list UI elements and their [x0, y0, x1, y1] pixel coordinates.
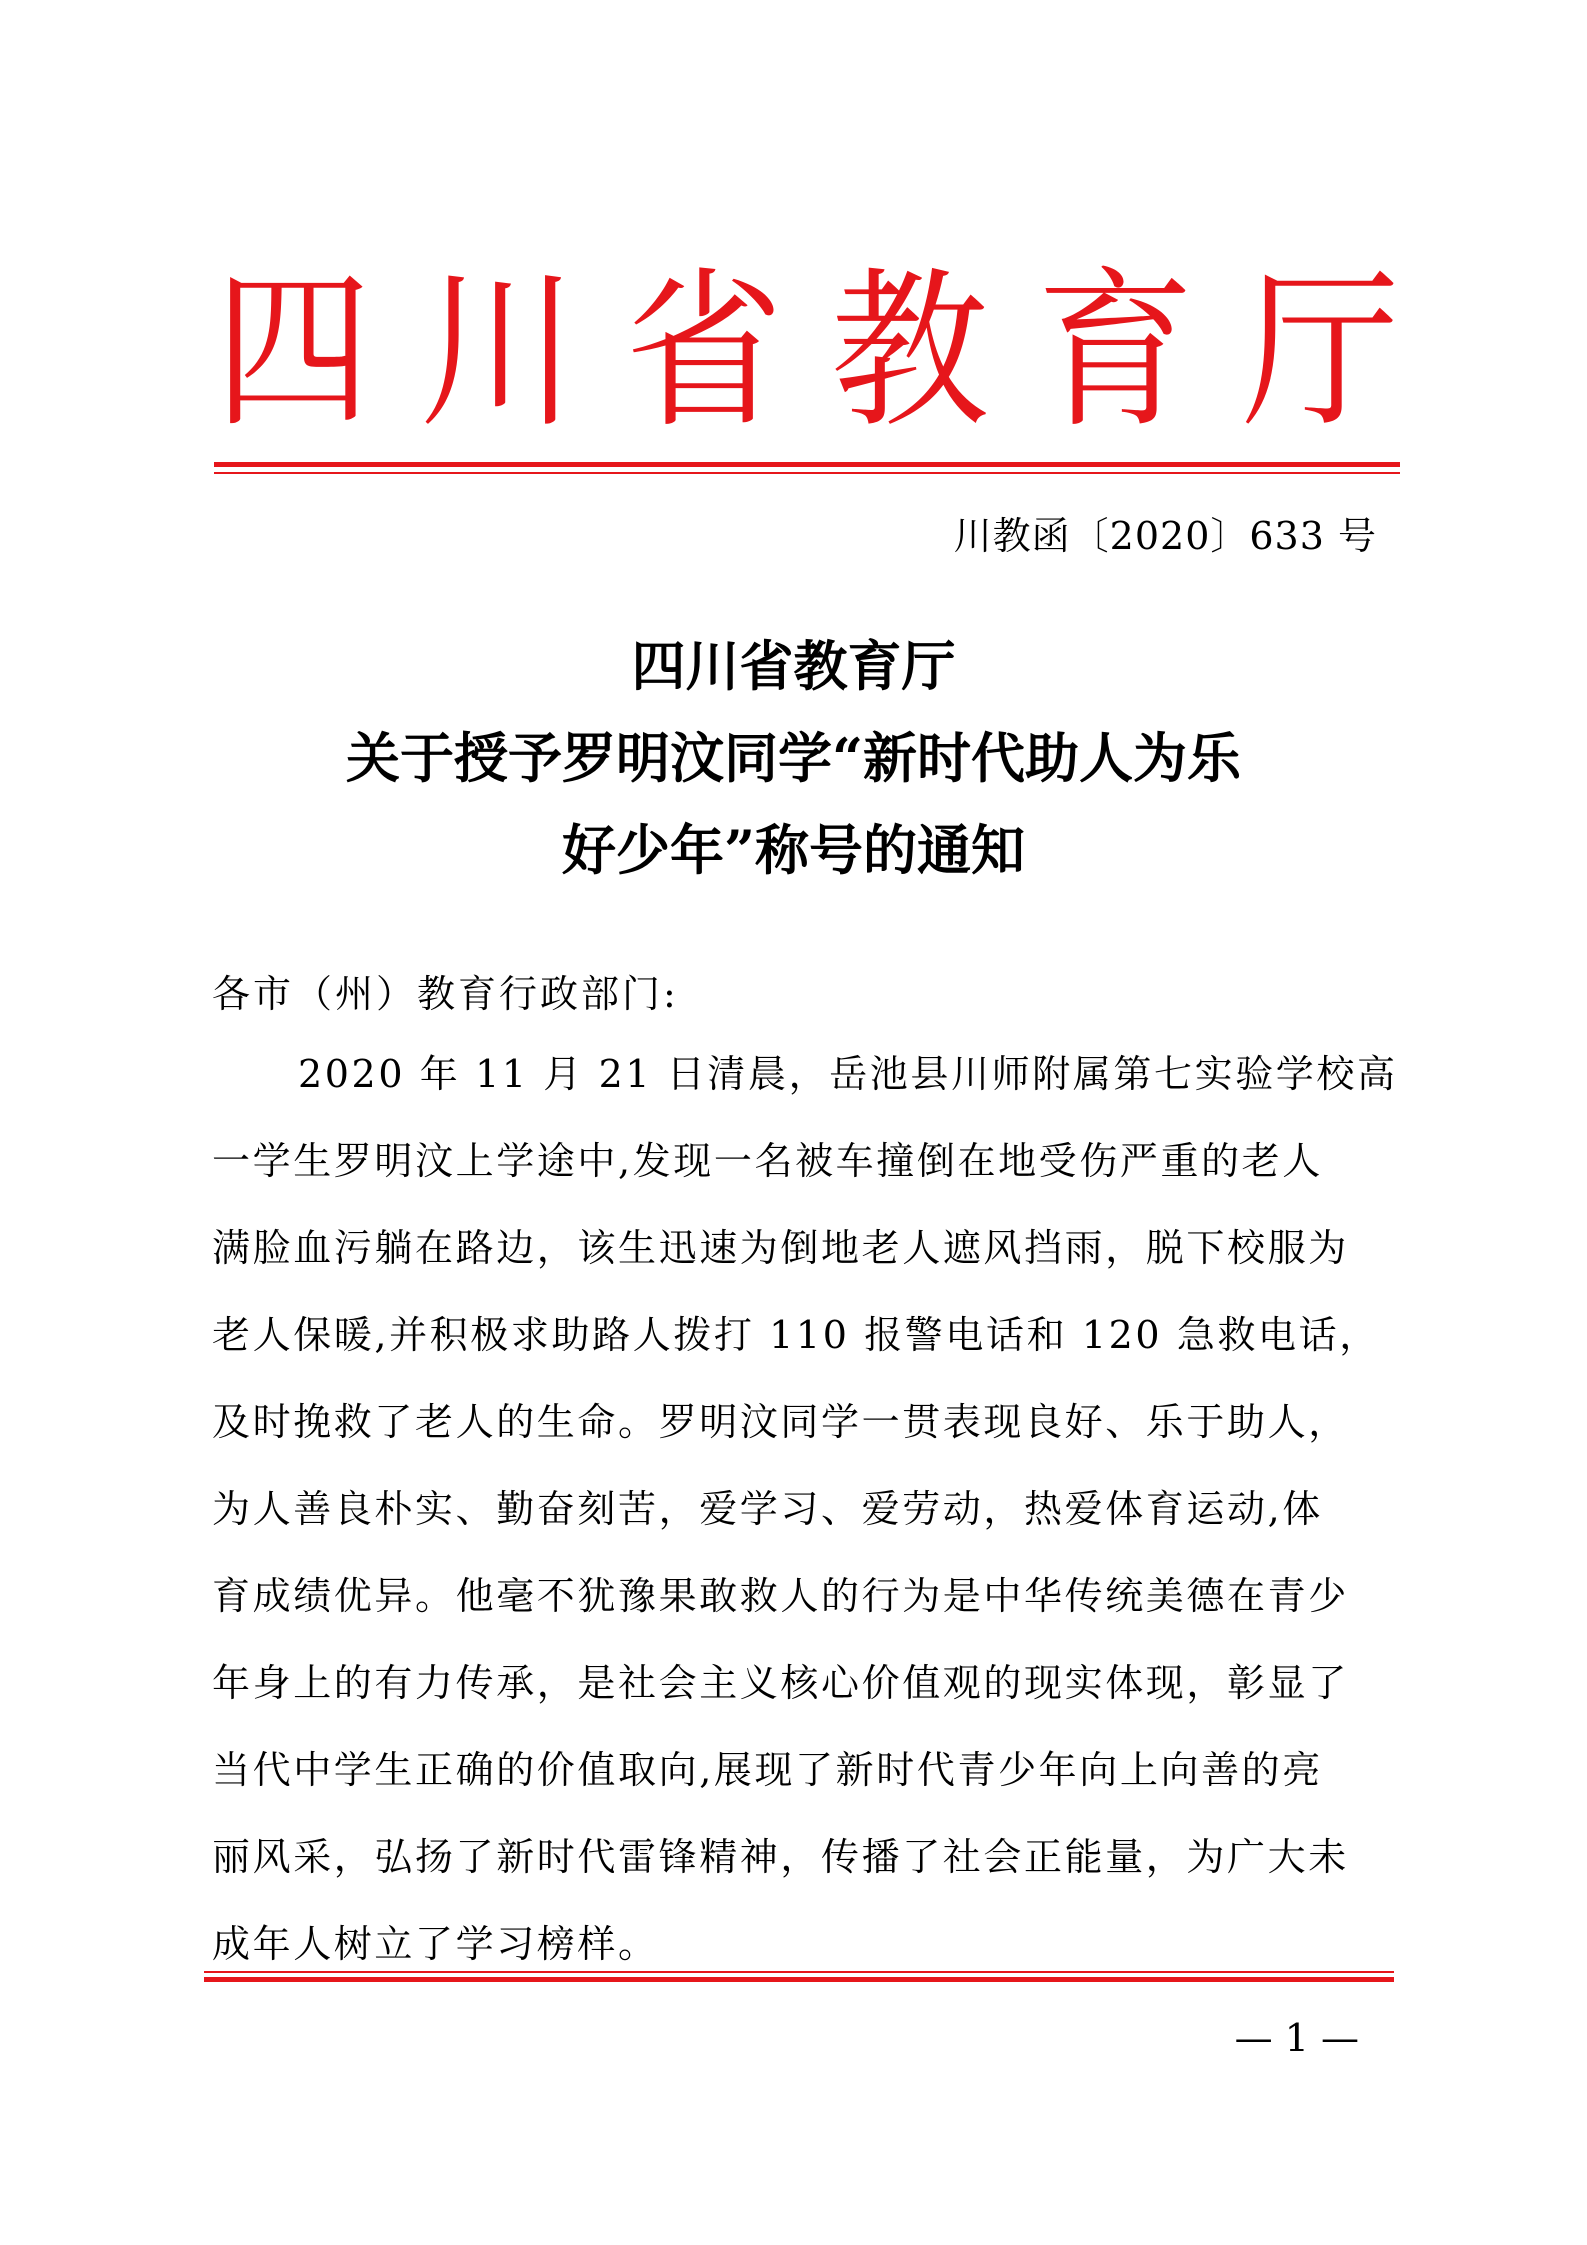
body-line: 丽风采，弘扬了新时代雷锋精神，传播了社会正能量，为广大未 — [212, 1835, 1349, 1879]
body-line: 满脸血污躺在路边，该生迅速为倒地老人遮风挡雨，脱下校服为 — [212, 1226, 1349, 1270]
masthead-char: 四 — [214, 252, 372, 452]
body-line: 年身上的有力传承，是社会主义核心价值观的现实体现，彰显了 — [212, 1661, 1349, 1705]
body-line: 及时挽救了老人的生命。罗明汶同学一贯表现良好、乐于助人， — [212, 1400, 1349, 1444]
salutation: 各市（州）教育行政部门: — [212, 972, 679, 1016]
masthead-char: 厅 — [1241, 252, 1400, 452]
document-title — [160, 620, 1427, 896]
body-line: 育成绩优异。他毫不犹豫果敢救人的行为是中华传统美德在青少 — [212, 1574, 1349, 1618]
body-line: 一学生罗明汶上学途中,发现一名被车撞倒在地受伤严重的老人 — [212, 1139, 1323, 1183]
body-paragraph — [212, 1048, 1398, 2005]
title-line: 四川省教育厅 — [631, 634, 956, 698]
footer-red-rule-thin — [204, 1971, 1394, 1973]
title-line: 好少年”称号的通知 — [561, 818, 1026, 882]
document-number: 川教函〔2020〕633 号 — [953, 514, 1377, 558]
masthead-char: 育 — [1036, 252, 1195, 452]
body-line: 成年人树立了学习榜样。 — [212, 1922, 659, 1966]
body-line: 为人善良朴实、勤奋刻苦，爱学习、爱劳动，热爱体育运动,体 — [212, 1487, 1323, 1531]
masthead-char: 教 — [830, 252, 989, 452]
issuer-masthead — [214, 252, 1400, 452]
footer-red-rule-thick — [204, 1977, 1394, 1982]
masthead-char: 川 — [419, 252, 578, 452]
title-line: 关于授予罗明汶同学“新时代助人为乐 — [345, 726, 1242, 790]
masthead-char: 省 — [625, 252, 784, 452]
header-red-rule-thin — [214, 472, 1400, 474]
page-number: — 1 — — [1234, 2016, 1359, 2060]
body-line: 当代中学生正确的价值取向,展现了新时代青少年向上向善的亮 — [212, 1748, 1323, 1792]
body-line: 2020 年 11 月 21 日清晨，岳池县川师附属第七实验学校高 — [298, 1052, 1398, 1096]
body-line: 老人保暖,并积极求助路人拨打 110 报警电话和 120 急救电话， — [212, 1313, 1380, 1357]
header-red-rule-thick — [214, 462, 1400, 467]
